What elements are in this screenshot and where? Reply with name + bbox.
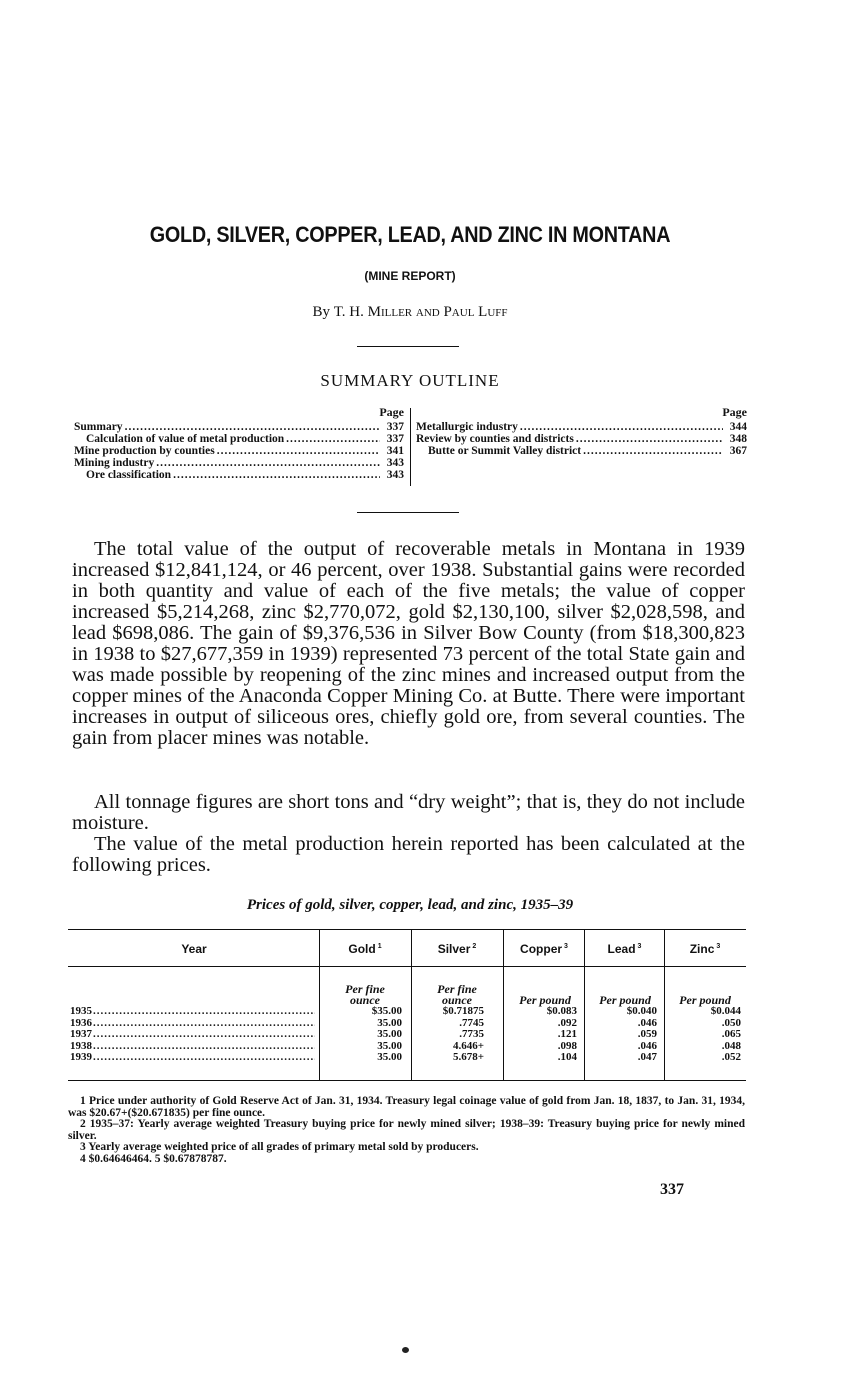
column-header-lead <box>585 942 664 956</box>
gold-cell: 35.00 <box>377 1028 402 1040</box>
column-header-label: Zinc <box>689 942 715 956</box>
zinc-cell: .050 <box>721 1016 741 1029</box>
footnote-ref: 3 <box>564 943 568 950</box>
year-column <box>70 1006 315 1064</box>
unit-label-lead: Per pound <box>599 993 651 1007</box>
outline-right-column <box>416 406 747 457</box>
footnotes <box>68 1096 745 1165</box>
footnote-ref: 2 <box>472 943 477 950</box>
table-caption: Prices of gold, silver, copper, lead, and zinc, 1935–39 <box>246 897 574 913</box>
toc-entry-page: 341 <box>386 445 404 457</box>
body-paragraph: The total value of the output of recoverable metals in Montana in 1939 increased $12,841,124, or 46 percent, over 1938. Substantial gains were recorded in both quantity and value of each of the five metals; the value of copper increased $5,214,268, zinc $2,770,072, gold $2,130,100, silver $2,028,598, and lead $698,086. The gain of $9,376,536 in Silver Bow County (from $18,300,823 in 1938 to $27,677,359 in 1939) represented 73 percent of the total State gain and was made possible by reopening of the zinc mines and increased output from the copper mines of the Anaconda Copper Mining Co. at Butte. There were important increases in output of siliceous ores, chiefly gold ore, from several counties. The gain from placer mines was notable. <box>72 538 745 749</box>
lead-values <box>585 1006 657 1064</box>
table-row <box>70 1052 315 1064</box>
column-header-label: Lead <box>607 942 636 956</box>
lead-cell: $0.040 <box>626 1005 657 1017</box>
year-cell: 1935 <box>70 1005 92 1017</box>
gold-cell: $35.00 <box>371 1005 402 1017</box>
silver-cell: .7745 <box>459 1016 484 1029</box>
silver-cell: 4.646+ <box>452 1039 484 1052</box>
year-cell: 1936 <box>70 1016 92 1029</box>
toc-entry <box>74 421 404 433</box>
copper-cell: .092 <box>557 1016 577 1029</box>
toc-entry-label: Metallurgic industry <box>416 421 518 433</box>
unit-label-zinc: Per pound <box>679 993 731 1007</box>
silver-cell: $0.71875 <box>442 1005 484 1017</box>
silver-cell: .7735 <box>459 1028 484 1040</box>
lead-cell: .046 <box>637 1039 657 1052</box>
table-row <box>70 1018 315 1030</box>
document-subtitle: (MINE REPORT) <box>364 269 456 283</box>
column-header-zinc <box>665 942 745 956</box>
divider-rule <box>357 512 459 513</box>
column-header-label: Silver <box>437 942 471 956</box>
table-top-rule <box>68 929 746 930</box>
column-header-label: Year <box>181 942 207 956</box>
lead-cell: .059 <box>637 1028 657 1040</box>
gold-values <box>320 1006 402 1064</box>
unit-label-silver <box>422 984 492 1006</box>
copper-cell: .104 <box>557 1051 577 1063</box>
column-header-year <box>70 942 318 956</box>
copper-cell: $0.083 <box>546 1005 577 1017</box>
toc-entry-page: 343 <box>386 469 404 481</box>
toc-entry-page: 344 <box>729 421 747 433</box>
toc-entry-page: 343 <box>386 457 404 469</box>
year-cell: 1937 <box>70 1028 92 1040</box>
toc-entry <box>74 457 404 469</box>
unit-label-copper: Per pound <box>519 993 571 1007</box>
toc-entry-label: Summary <box>74 421 123 433</box>
column-header-copper <box>504 942 584 956</box>
toc-entry <box>416 421 747 433</box>
copper-cell: .098 <box>557 1039 577 1052</box>
toc-entry-page: 337 <box>386 421 404 433</box>
byline <box>0 304 820 321</box>
table-row <box>70 1041 315 1053</box>
toc-entry-label: Mining industry <box>74 457 155 469</box>
column-header-gold <box>320 942 410 956</box>
column-header-label: Copper <box>520 942 563 956</box>
unit-line: ounce <box>442 993 472 1007</box>
unit-line: Per fine <box>437 982 477 996</box>
toc-entry <box>74 469 404 481</box>
authors: T. H. Miller and Paul Luff <box>333 304 508 320</box>
footnote: 1 Price under authority of Gold Reserve Act of Jan. 31, 1934. Treasury legal coinage value of gold from Jan. 18, 1837, to Jan. 31, 1934, was $20.67+($20.671835) per fine ounce. <box>68 1095 745 1119</box>
toc-entry-label: Butte or Summit Valley district <box>428 445 582 457</box>
footnote: 4 $0.64646464. 5 $0.67878787. <box>80 1152 227 1165</box>
year-cell: 1939 <box>70 1051 92 1063</box>
toc-entry-label: Mine production by counties <box>74 445 215 457</box>
document-title: GOLD, SILVER, COPPER, LEAD, AND ZINC IN MONTANA <box>149 222 671 247</box>
column-header-label: Gold <box>348 942 376 956</box>
toc-entry-page: 367 <box>729 445 747 457</box>
page-column-label: Page <box>722 405 747 419</box>
body-paragraph: The value of the metal production herein reported has been calculated at the following prices. <box>72 833 745 876</box>
zinc-cell: .065 <box>721 1028 741 1040</box>
silver-cell: 5.678+ <box>452 1051 484 1063</box>
zinc-cell: $0.044 <box>710 1005 741 1017</box>
outline-left-column <box>74 406 404 481</box>
lead-cell: .046 <box>637 1016 657 1029</box>
footnote: 2 1935–37: Yearly average weighted Treasury buying price for newly mined silver; 1938–39: Treasury buying price for newly mined silver. <box>68 1118 745 1142</box>
toc-entry-label: Review by counties and districts <box>416 433 574 445</box>
gold-cell: 35.00 <box>377 1039 402 1052</box>
toc-entry-page: 348 <box>729 433 747 445</box>
table-bottom-rule <box>68 1080 746 1081</box>
zinc-values <box>665 1006 741 1064</box>
scan-speck <box>402 1347 409 1353</box>
unit-line: ounce <box>350 993 380 1007</box>
table-row <box>70 1029 315 1041</box>
unit-label-gold <box>330 984 400 1006</box>
body-paragraph: All tonnage figures are short tons and “dry weight”; that is, they do not include moisture. <box>72 791 745 834</box>
unit-line: Per fine <box>345 982 385 996</box>
byline-prefix: By <box>312 304 330 320</box>
gold-cell: 35.00 <box>377 1051 402 1063</box>
toc-entry <box>416 433 747 445</box>
outline-column-divider <box>410 408 411 486</box>
copper-values <box>504 1006 577 1064</box>
toc-entry <box>74 445 404 457</box>
divider-rule <box>357 346 459 347</box>
toc-entry-page: 337 <box>386 433 404 445</box>
table-row <box>70 1006 315 1018</box>
footnote-ref: 1 <box>377 943 382 950</box>
column-header-silver <box>412 942 502 956</box>
footnote-ref: 3 <box>637 943 642 950</box>
lead-cell: .047 <box>637 1051 657 1063</box>
page-number: 337 <box>660 1181 684 1198</box>
copper-cell: .121 <box>557 1028 577 1040</box>
toc-entry-label: Ore classification <box>86 469 172 481</box>
zinc-cell: .052 <box>721 1051 741 1063</box>
toc-entry <box>74 433 404 445</box>
silver-values <box>412 1006 484 1064</box>
gold-cell: 35.00 <box>377 1016 402 1029</box>
toc-entry-label: Calculation of value of metal production <box>86 433 285 445</box>
footnote: 3 Yearly average weighted price of all grades of primary metal sold by producers. <box>80 1141 479 1153</box>
outline-heading: SUMMARY OUTLINE <box>320 371 500 390</box>
toc-entry <box>416 445 747 457</box>
zinc-cell: .048 <box>721 1039 741 1052</box>
table-header-rule <box>68 966 746 967</box>
page-column-label: Page <box>379 405 404 419</box>
year-cell: 1938 <box>70 1039 92 1052</box>
footnote-ref: 3 <box>716 943 721 950</box>
